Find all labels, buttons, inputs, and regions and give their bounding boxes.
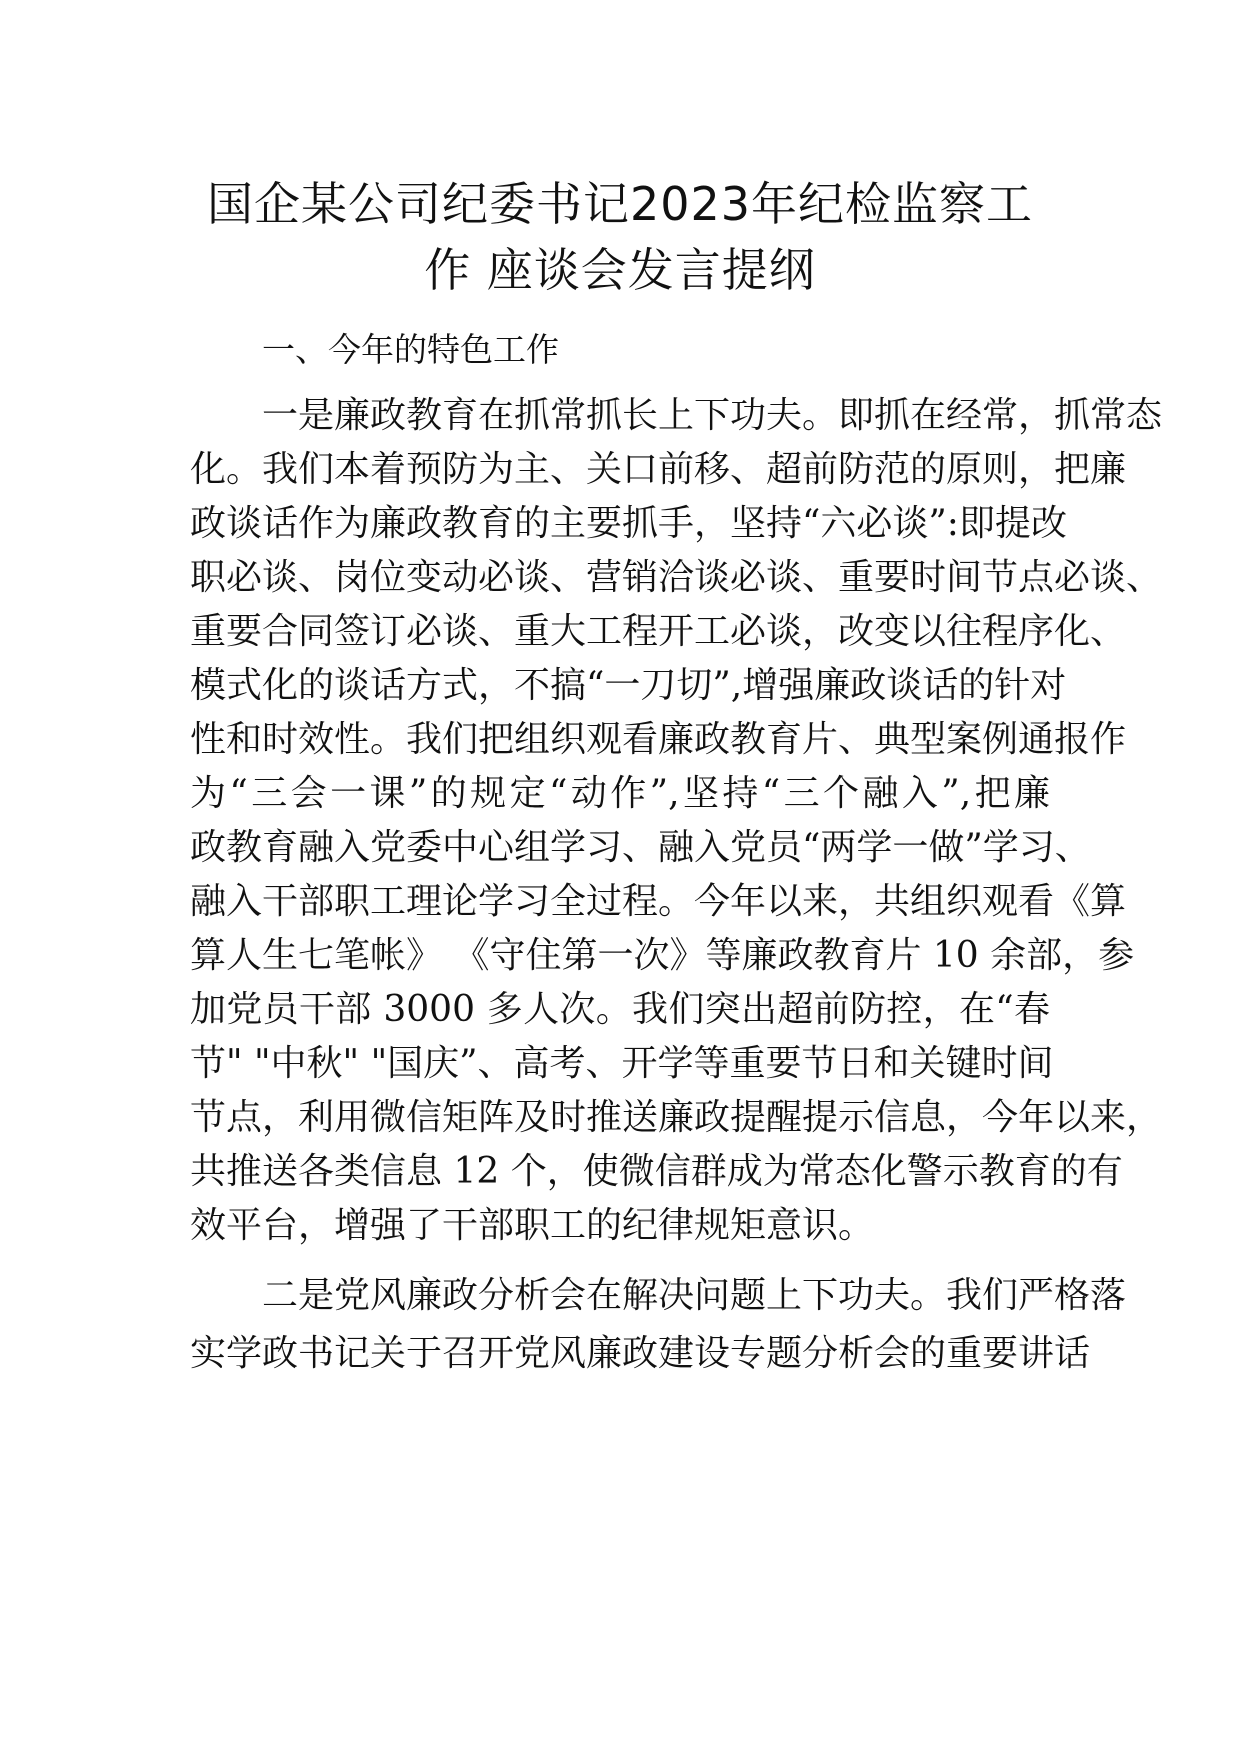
paragraph-line: 一是廉政教育在抓常抓长上下功夫。即抓在经常，抓常态	[262, 395, 1163, 436]
paragraph-line: 职必谈、岗位变动必谈、营销洽谈必谈、重要时间节点必谈、	[190, 557, 1163, 598]
paragraph-line: 加党员干部 3000 多人次。我们突出超前防控，在“春	[190, 989, 1050, 1030]
paragraph-line: 为“三会一课”的规定“动作”,坚持“三个融入”,把廉	[190, 773, 1050, 814]
paragraph-line: 效平台，增强了干部职工的纪律规矩意识。	[190, 1205, 875, 1246]
paragraph-line: 政谈话作为廉政教育的主要抓手，坚持“六必谈”:即提改	[190, 503, 1067, 544]
paragraph-line: 算人生七笔帐》 《守住第一次》等廉政教育片 10 余部，参	[190, 935, 1135, 976]
paragraph-line: 节点，利用微信矩阵及时推送廉政提醒提示信息，今年以来，	[190, 1097, 1163, 1138]
paragraph-line: 实学政书记关于召开党风廉政建设专题分析会的重要讲话	[190, 1333, 1091, 1374]
paragraph-line: 重要合同签订必谈、重大工程开工必谈，改变以往程序化、	[190, 611, 1127, 652]
document-title-line-2: 作 座谈会发言提纲	[424, 243, 816, 297]
paragraph-line: 化。我们本着预防为主、关口前移、超前防范的原则，把廉	[190, 449, 1127, 490]
paragraph-line: 融入干部职工理论学习全过程。今年以来，共组织观看《算	[190, 881, 1127, 922]
paragraph-line: 性和时效性。我们把组织观看廉政教育片、典型案例通报作	[190, 719, 1127, 760]
paragraph-line: 政教育融入党委中心组学习、融入党员“两学一做”学习、	[190, 827, 1091, 868]
paragraph-line: 二是党风廉政分析会在解决问题上下功夫。我们严格落	[262, 1275, 1127, 1316]
section-heading: 一、今年的特色工作	[262, 330, 559, 369]
document-title-line-1: 国企某公司纪委书记2023年纪检监察工	[206, 177, 1034, 231]
paragraph-line: 节" "中秋" "国庆”、高考、开学等重要节日和关键时间	[190, 1043, 1054, 1084]
paragraph-line: 共推送各类信息 12 个，使微信群成为常态化警示教育的有	[190, 1151, 1123, 1192]
paragraph-line: 模式化的谈话方式，不搞“一刀切”,增强廉政谈话的针对	[190, 665, 1067, 706]
